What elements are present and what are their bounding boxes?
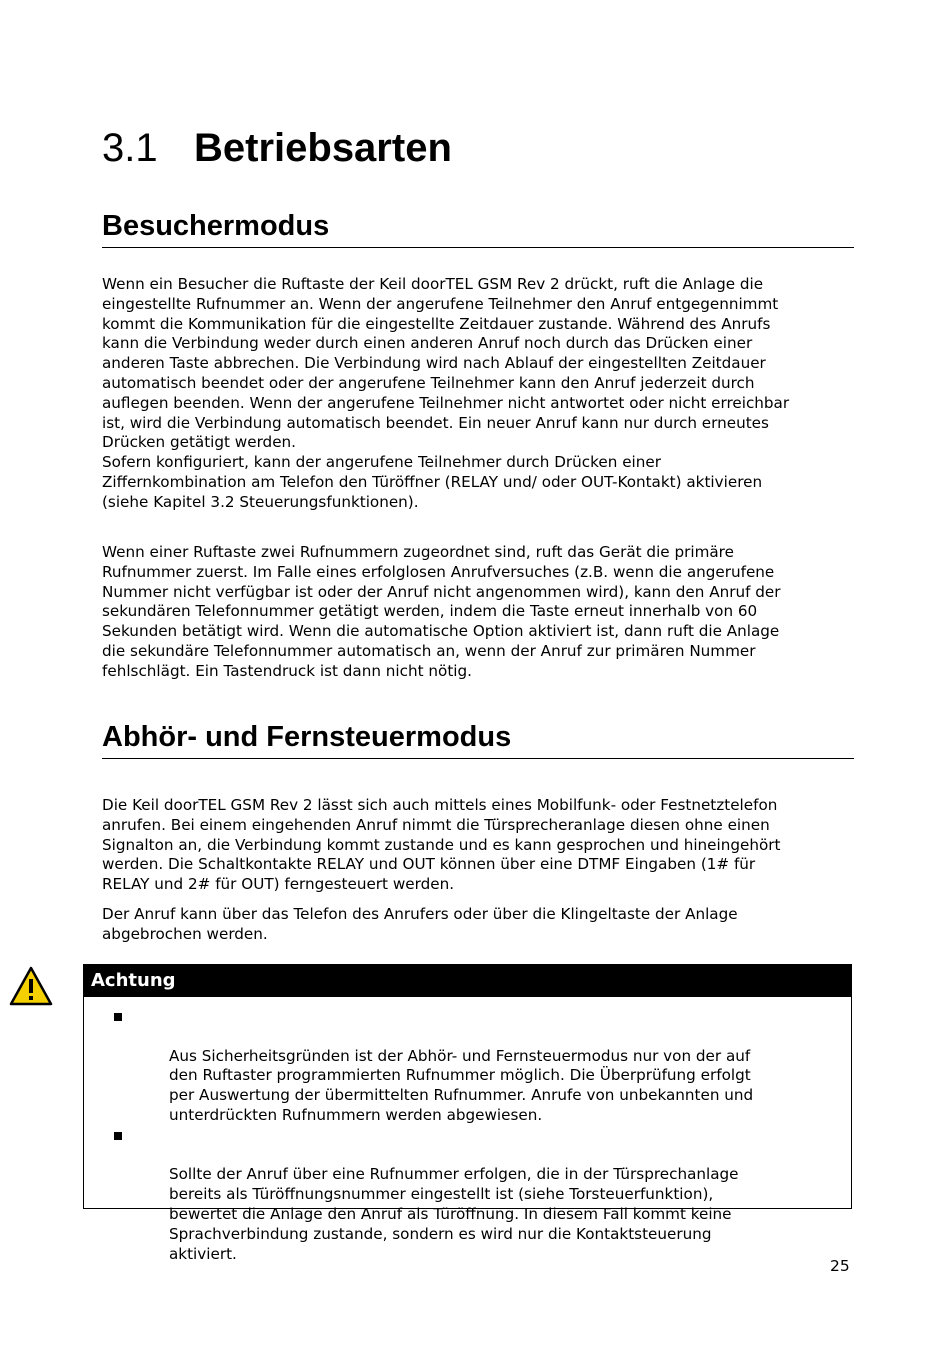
chapter-title: Betriebsarten: [194, 126, 452, 170]
warning-header: Achtung: [84, 965, 851, 997]
paragraph-abhoermodus-1: Die Keil doorTEL GSM Rev 2 lässt sich auch mittels eines Mobilfunk- oder Festnetztelefon anrufen. Bei einem eingehenden Anruf nimmt die Türsprecheranlage diesen ohne einen Signalton an, die Verbindung kommt zustande und es kann gesprochen und hineingehört werden. Die Schaltkontakte RELAY und OUT können über eine DTMF Eingaben (1# für RELAY und 2# für OUT) ferngesteuert werden.: [102, 796, 781, 894]
warning-triangle-icon: [8, 965, 54, 1007]
paragraph-besuchermodus-1: Wenn ein Besucher die Ruftaste der Keil doorTEL GSM Rev 2 drückt, ruft die Anlage die eingestellte Rufnummer an. Wenn der angerufene Teilnehmer den Anruf entgegennimmt kommt die Kommunikation für die eingestellte Zeitdauer zustande. Während des Anrufs kann die Verbindung weder durch einen anderen Anruf noch durch das Drücken einer anderen Taste abbrechen. Die Verbindung wird nach Ablauf der eingestellten Zeitdauer automatisch beendet oder der angerufene Teilnehmer kann den Anruf jederzeit durch auflegen beenden. Wenn der angerufene Teilnehmer nicht antwortet oder nicht erreichbar ist, wird die Verbindung automatisch beendet. Ein neuer Anruf kann nur durch erneutes Drücken getätigt werden. Sofern konfiguriert, kann der angerufene Teilnehmer durch Drücken einer Ziffernkombination am Telefon den Türöffner (RELAY und/ oder OUT-Kontakt) aktivieren (siehe Kapitel 3.2 Steuerungsfunktionen).: [102, 275, 790, 511]
paragraph-besuchermodus-2: Wenn einer Ruftaste zwei Rufnummern zugeordnet sind, ruft das Gerät die primäre Rufnummer zuerst. Im Falle eines erfolglosen Anrufversuches (z.B. wenn die angerufene Nummer nicht verfügbar ist oder der Anruf nicht angenommen wird), kann den Anruf der sekundären Telefonnummer getätigt werden, indem die Taste erneut innerhalb von 60 Sekunden betätigt wird. Wenn die automatische Option aktiviert ist, dann ruft die Anlage die sekundäre Telefonnummer automatisch an, wenn der Anruf zur primären Nummer fehlschlägt. Ein Tastendruck ist dann nicht nötig.: [102, 543, 781, 680]
chapter-heading: [102, 122, 452, 174]
warning-item-text: Aus Sicherheitsgründen ist der Abhör- und Fernsteuermodus nur von der auf den Ruftaster programmierten Rufnummer möglich. Die Überprüfung erfolgt per Auswertung der übermittelten Rufnummer. Anrufe von unbekannten und unterdrückten Rufnummern werden abgewiesen.: [169, 1046, 754, 1124]
warning-item: [84, 1007, 851, 1126]
warning-list: [84, 1007, 851, 1264]
warning-item: [84, 1126, 851, 1265]
paragraph-abhoermodus-2: Der Anruf kann über das Telefon des Anrufers oder über die Klingeltaste der Anlage abgebrochen werden.: [102, 905, 738, 943]
page-number: 25: [830, 1257, 850, 1275]
square-bullet-icon: [114, 1013, 122, 1021]
warning-item-text: Sollte der Anruf über eine Rufnummer erfolgen, die in der Türsprechanlage bereits als Türöffnungsnummer eingestellt ist (siehe Torsteuerfunktion), bewertet die Anlage den Anruf als Türöffnung. In diesem Fall kommt keine Sprachverbindung zustande, sondern es wird nur die Kontaktsteuerung aktiviert.: [169, 1165, 739, 1263]
square-bullet-icon: [114, 1132, 122, 1140]
section-heading-abhoermodus: Abhör- und Fernsteuermodus: [102, 717, 854, 759]
chapter-number: 3.1: [102, 126, 158, 170]
warning-box: [83, 964, 852, 1263]
section-heading-besuchermodus: Besuchermodus: [102, 206, 854, 248]
